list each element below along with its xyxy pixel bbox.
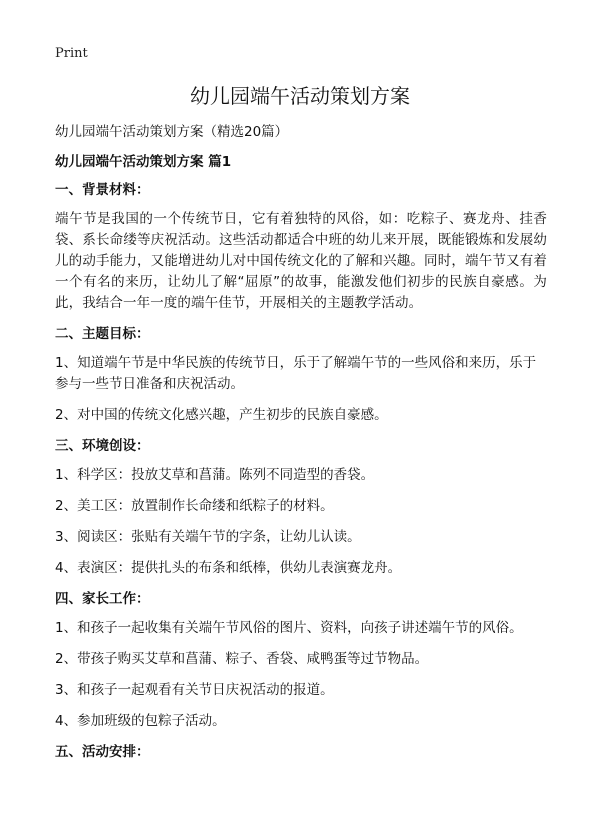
environment-item: 1、科学区：投放艾草和菖蒲。陈列不同造型的香袋。 xyxy=(55,467,375,483)
section-heading-schedule: 五、活动安排： xyxy=(55,744,150,760)
page-title: 幼儿园端午活动策划方案 xyxy=(190,84,410,108)
background-paragraph: 端午节是我国的一个传统节日，它有着独特的风俗，如：吃粽子、赛龙舟、挂香袋、系长命缕等庆祝活动。这些活动都适合中班的幼儿来开展，既能锻炼和发展幼儿的动手能力，又能增进幼儿对中国传统文化的了解和兴趣。同时，端午节又有着一个有名的来历，让幼儿了解“屈原”的故事，能激发他们初步的民族自豪感。为此，我结合一年一度的端午佳节，开展相关的主题教学活动。 xyxy=(55,211,547,311)
article-title: 幼儿园端午活动策划方案 篇1 xyxy=(55,154,232,170)
article-content xyxy=(55,180,547,771)
parents-item: 1、和孩子一起收集有关端午节风俗的图片、资料，向孩子讲述端午节的风俗。 xyxy=(55,620,523,636)
parents-item: 4、参加班级的包粽子活动。 xyxy=(55,713,226,729)
document-subtitle: 幼儿园端午活动策划方案（精选20篇） xyxy=(55,124,289,140)
section-heading-parents: 四、家长工作： xyxy=(55,591,150,607)
environment-item: 2、美工区：放置制作长命缕和纸粽子的材料。 xyxy=(55,498,334,514)
environment-item: 3、阅读区：张贴有关端午节的字条，让幼儿认读。 xyxy=(55,529,361,545)
parents-item: 2、带孩子购买艾草和菖蒲、粽子、香袋、咸鸭蛋等过节物品。 xyxy=(55,651,429,667)
section-heading-background: 一、背景材料： xyxy=(55,182,150,198)
section-heading-environment: 三、环境创设： xyxy=(55,438,150,454)
goal-item: 2、对中国的传统文化感兴趣，产生初步的民族自豪感。 xyxy=(55,407,388,423)
parents-item: 3、和孩子一起观看有关节日庆祝活动的报道。 xyxy=(55,682,334,698)
environment-item: 4、表演区：提供扎头的布条和纸棒，供幼儿表演赛龙舟。 xyxy=(55,560,402,576)
goal-item: 1、知道端午节是中华民族的传统节日，乐于了解端午节的一些风俗和来历，乐于参与一些节日准备和庆祝活动。 xyxy=(55,355,537,392)
section-heading-goals: 二、主题目标： xyxy=(55,326,150,342)
print-link[interactable]: Print xyxy=(55,46,88,61)
